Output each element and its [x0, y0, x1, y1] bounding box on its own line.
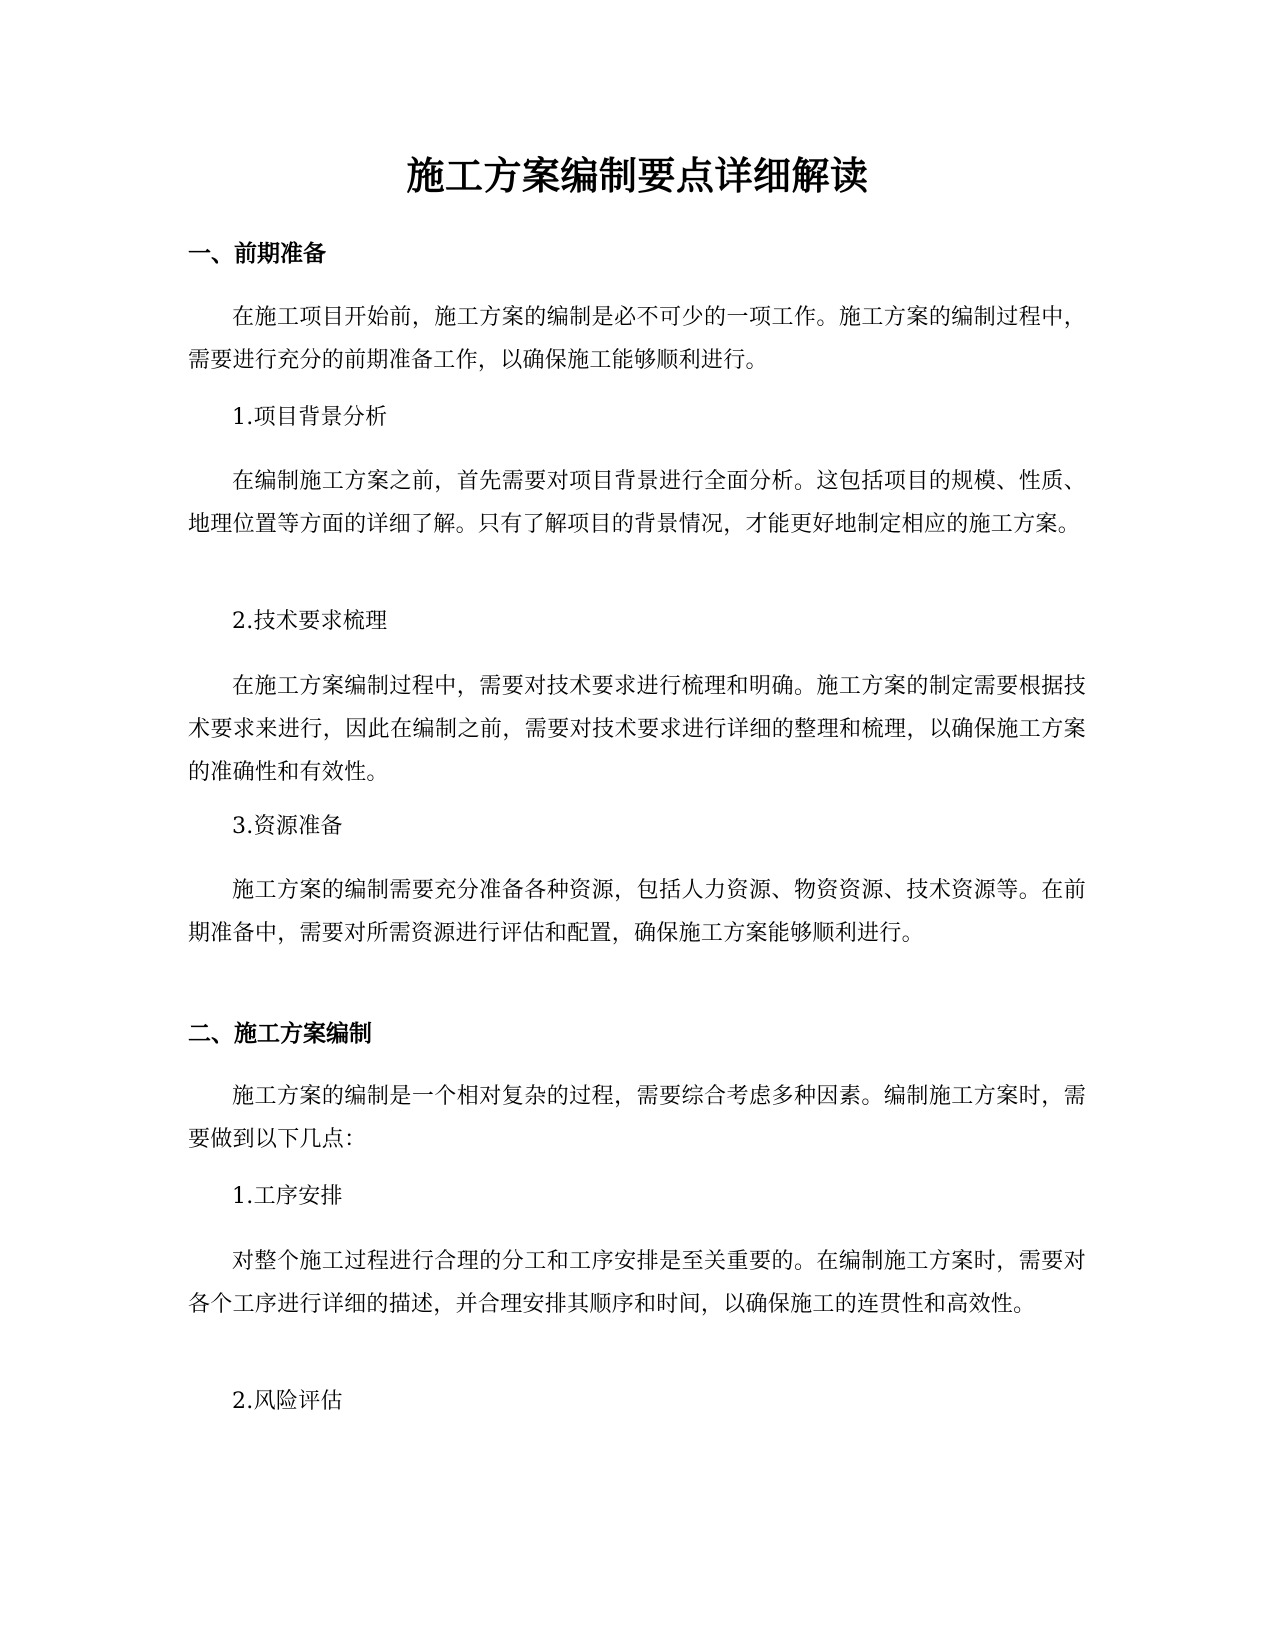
section-intro-paragraph: 施工方案的编制是一个相对复杂的过程，需要综合考虑多种因素。编制施工方案时，需要做到以下几点：: [188, 1084, 1086, 1152]
item-body-project-background: 在编制施工方案之前，首先需要对项目背景进行全面分析。这包括项目的规模、性质、地理位置等方面的详细了解。只有了解项目的背景情况，才能更好地制定相应的施工方案。: [188, 469, 1086, 537]
item-title-resource-preparation: 3.资源准备: [232, 814, 343, 839]
item-title-process-arrangement: 1.工序安排: [232, 1184, 343, 1209]
section-heading-plan-compilation: 二、施工方案编制: [188, 1021, 372, 1047]
item-body-resource-preparation: 施工方案的编制需要充分准备各种资源，包括人力资源、物资资源、技术资源等。在前期准备中，需要对所需资源进行评估和配置，确保施工方案能够顺利进行。: [188, 878, 1086, 946]
section-heading-preparation: 一、前期准备: [188, 241, 326, 267]
document-title: 施工方案编制要点详细解读: [406, 154, 869, 198]
item-title-project-background: 1.项目背景分析: [232, 405, 388, 430]
item-body-technical-requirements: 在施工方案编制过程中，需要对技术要求进行梳理和明确。施工方案的制定需要根据技术要求来进行，因此在编制之前，需要对技术要求进行详细的整理和梳理，以确保施工方案的准确性和有效性。: [188, 674, 1086, 785]
item-title-risk-assessment: 2.风险评估: [232, 1389, 343, 1414]
item-title-technical-requirements: 2.技术要求梳理: [232, 609, 388, 634]
section-intro-paragraph: 在施工项目开始前，施工方案的编制是必不可少的一项工作。施工方案的编制过程中，需要进行充分的前期准备工作，以确保施工能够顺利进行。: [188, 305, 1086, 373]
item-body-process-arrangement: 对整个施工过程进行合理的分工和工序安排是至关重要的。在编制施工方案时，需要对各个工序进行详细的描述，并合理安排其顺序和时间，以确保施工的连贯性和高效性。: [188, 1249, 1086, 1317]
